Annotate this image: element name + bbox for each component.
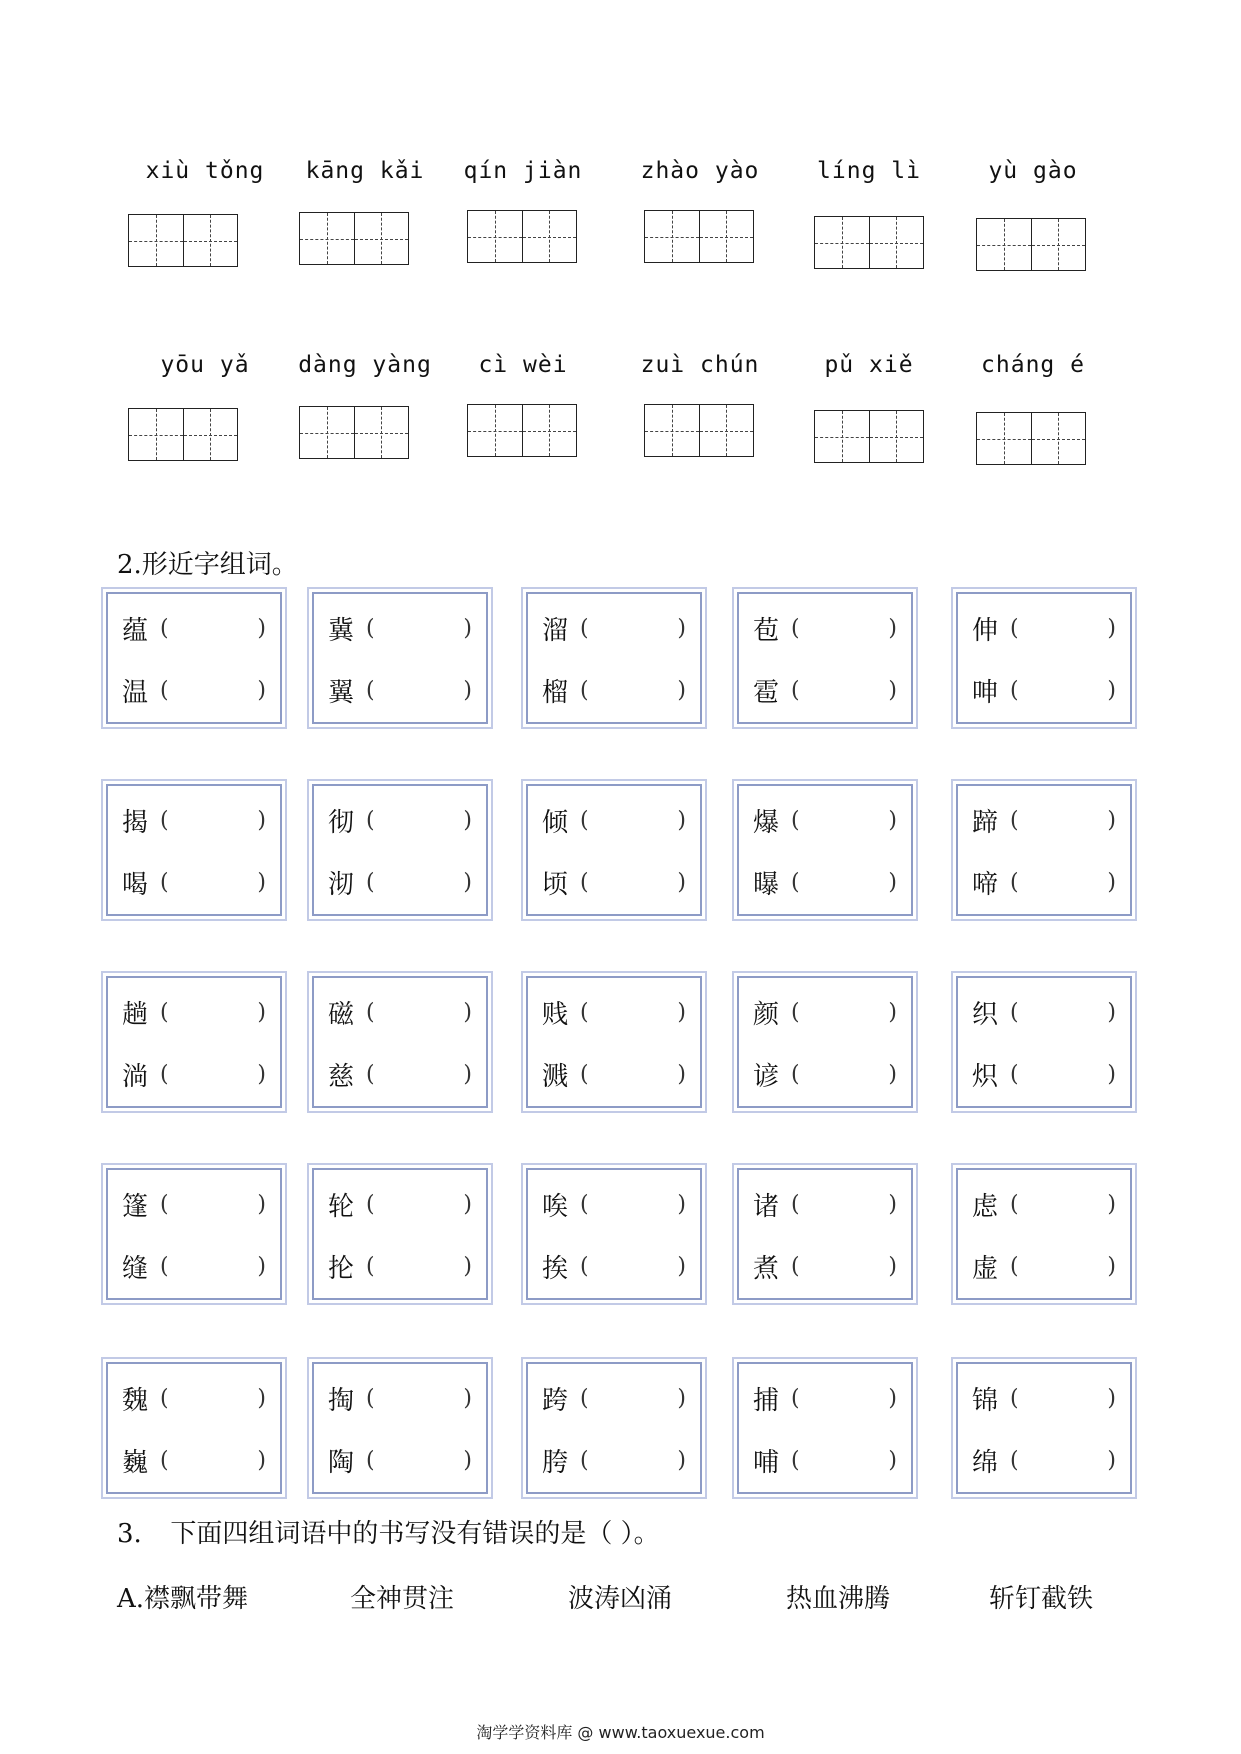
tianzige-answer-grid[interactable] <box>299 406 409 459</box>
tianzige-answer-grid[interactable] <box>976 218 1086 271</box>
similar-character: 巍 <box>122 1447 149 1478</box>
word-group-row[interactable] <box>328 1440 472 1480</box>
word-group-row[interactable] <box>753 1054 897 1094</box>
tianzige-answer-grid[interactable] <box>814 216 924 269</box>
similar-character: 颜 <box>753 999 780 1030</box>
open-paren: ( <box>160 869 169 895</box>
close-paren: ) <box>1107 1061 1116 1087</box>
close-paren: ) <box>677 869 686 895</box>
tianzige-answer-grid[interactable] <box>814 410 924 463</box>
close-paren: ) <box>257 999 266 1025</box>
tianzige-cell[interactable] <box>977 413 1031 464</box>
similar-character: 轮 <box>328 1191 355 1222</box>
similar-character: 煮 <box>753 1253 780 1284</box>
word-group-box <box>526 976 702 1108</box>
word-group-box <box>956 1362 1132 1494</box>
word-group-box <box>956 976 1132 1108</box>
close-paren: ) <box>257 615 266 641</box>
close-paren: ) <box>1107 677 1116 703</box>
word-group-box <box>526 1362 702 1494</box>
word-group-row[interactable] <box>328 1184 472 1224</box>
open-paren: ( <box>1010 1385 1019 1411</box>
open-paren: ( <box>366 1447 375 1473</box>
tianzige-cell[interactable] <box>815 411 869 462</box>
close-paren: ) <box>257 807 266 833</box>
option-word: 波涛凶涌 <box>568 1584 673 1614</box>
word-group-box <box>526 1168 702 1300</box>
word-group-box <box>106 592 282 724</box>
similar-character: 淌 <box>122 1061 149 1092</box>
word-group-row[interactable] <box>542 1184 686 1224</box>
similar-character: 沏 <box>328 869 355 900</box>
word-group-row[interactable] <box>972 992 1116 1032</box>
word-group-box <box>312 976 488 1108</box>
word-group-row[interactable] <box>753 992 897 1032</box>
tianzige-answer-grid[interactable] <box>644 210 754 263</box>
open-paren: ( <box>1010 807 1019 833</box>
word-group-box <box>956 784 1132 916</box>
close-paren: ) <box>463 1253 472 1279</box>
close-paren: ) <box>463 677 472 703</box>
similar-character: 倾 <box>542 807 569 838</box>
word-group-box <box>312 592 488 724</box>
tianzige-answer-grid[interactable] <box>976 412 1086 465</box>
word-group-row[interactable] <box>328 608 472 648</box>
similar-character: 挨 <box>542 1253 569 1284</box>
similar-character: 蕴 <box>122 615 149 646</box>
open-paren: ( <box>160 677 169 703</box>
similar-character: 虚 <box>972 1253 999 1284</box>
word-group-row[interactable] <box>122 1246 266 1286</box>
word-group-row[interactable] <box>972 1246 1116 1286</box>
word-group-row[interactable] <box>122 1378 266 1418</box>
open-paren: ( <box>580 1191 589 1217</box>
close-paren: ) <box>677 807 686 833</box>
close-paren: ) <box>463 999 472 1025</box>
word-group-row[interactable] <box>122 992 266 1032</box>
close-paren: ) <box>463 1191 472 1217</box>
open-paren: ( <box>791 1061 800 1087</box>
tianzige-cell[interactable] <box>869 411 924 462</box>
open-paren: ( <box>160 1253 169 1279</box>
pinyin-label: cháng é <box>981 352 1085 378</box>
close-paren: ) <box>257 1447 266 1473</box>
close-paren: ) <box>463 869 472 895</box>
tianzige-answer-grid[interactable] <box>467 404 577 457</box>
similar-character: 呻 <box>972 677 999 708</box>
word-group-box <box>737 784 913 916</box>
open-paren: ( <box>580 1385 589 1411</box>
tianzige-cell[interactable] <box>645 211 699 262</box>
similar-character: 啼 <box>972 869 999 900</box>
pinyin-label: kāng kǎi <box>305 158 425 184</box>
word-group-row[interactable] <box>542 1054 686 1094</box>
word-group-row[interactable] <box>972 670 1116 710</box>
similar-character: 喝 <box>122 869 149 900</box>
close-paren: ) <box>888 1253 897 1279</box>
word-group-row[interactable] <box>328 1378 472 1418</box>
word-group-row[interactable] <box>122 1184 266 1224</box>
close-paren: ) <box>888 869 897 895</box>
open-paren: ( <box>1010 999 1019 1025</box>
pinyin-label: dàng yàng <box>298 352 432 378</box>
similar-character: 顷 <box>542 869 569 900</box>
word-group-box <box>312 1362 488 1494</box>
open-paren: ( <box>791 1191 800 1217</box>
open-paren: ( <box>1010 1253 1019 1279</box>
pinyin-label: yù gào <box>988 158 1078 184</box>
word-group-row[interactable] <box>753 1184 897 1224</box>
close-paren: ) <box>257 869 266 895</box>
open-paren: ( <box>366 1191 375 1217</box>
word-group-row[interactable] <box>753 862 897 902</box>
close-paren: ) <box>1107 1385 1116 1411</box>
word-group-row[interactable] <box>753 1440 897 1480</box>
word-group-row[interactable] <box>972 1378 1116 1418</box>
option-word: 斩钉截铁 <box>989 1584 1094 1614</box>
similar-character: 炽 <box>972 1061 999 1092</box>
question-text: 下面四组词语中的书写没有错误的是（ ）。 <box>170 1519 660 1549</box>
similar-character: 魏 <box>122 1385 149 1416</box>
similar-character: 绵 <box>972 1447 999 1478</box>
similar-character: 苞 <box>753 615 780 646</box>
tianzige-cell[interactable] <box>129 409 183 460</box>
word-group-row[interactable] <box>328 992 472 1032</box>
close-paren: ) <box>677 999 686 1025</box>
word-group-row[interactable] <box>328 1054 472 1094</box>
similar-character: 谚 <box>753 1061 780 1092</box>
similar-character: 抡 <box>328 1253 355 1284</box>
word-group-row[interactable] <box>542 800 686 840</box>
similar-character: 胯 <box>542 1447 569 1478</box>
section-3-question <box>117 1513 660 1550</box>
close-paren: ) <box>1107 1191 1116 1217</box>
word-group-row[interactable] <box>122 670 266 710</box>
open-paren: ( <box>791 677 800 703</box>
open-paren: ( <box>791 615 800 641</box>
similar-character: 贱 <box>542 999 569 1030</box>
word-group-row[interactable] <box>328 670 472 710</box>
word-group-box <box>526 784 702 916</box>
tianzige-cell[interactable] <box>129 215 183 266</box>
open-paren: ( <box>580 999 589 1025</box>
tianzige-cell[interactable] <box>1031 413 1086 464</box>
option-a[interactable] <box>117 1578 248 1615</box>
open-paren: ( <box>791 807 800 833</box>
close-paren: ) <box>463 1447 472 1473</box>
open-paren: ( <box>580 677 589 703</box>
word-group-row[interactable] <box>753 800 897 840</box>
close-paren: ) <box>888 1191 897 1217</box>
similar-character: 磁 <box>328 999 355 1030</box>
word-group-box <box>312 784 488 916</box>
word-group-box <box>106 1362 282 1494</box>
word-group-row[interactable] <box>972 1440 1116 1480</box>
word-group-row[interactable] <box>122 1440 266 1480</box>
open-paren: ( <box>580 1253 589 1279</box>
question-number: 3. <box>117 1519 142 1549</box>
close-paren: ) <box>677 1385 686 1411</box>
tianzige-answer-grid[interactable] <box>128 214 238 267</box>
word-group-box <box>737 592 913 724</box>
tianzige-cell[interactable] <box>815 217 869 268</box>
open-paren: ( <box>580 807 589 833</box>
open-paren: ( <box>1010 1447 1019 1473</box>
word-group-row[interactable] <box>753 1246 897 1286</box>
similar-character: 诸 <box>753 1191 780 1222</box>
pinyin-label: yōu yǎ <box>160 352 250 378</box>
similar-character: 哺 <box>753 1447 780 1478</box>
similar-character: 爆 <box>753 807 780 838</box>
word-group-row[interactable] <box>328 800 472 840</box>
tianzige-cell[interactable] <box>354 213 409 264</box>
close-paren: ) <box>677 677 686 703</box>
open-paren: ( <box>366 1253 375 1279</box>
word-group-row[interactable] <box>972 800 1116 840</box>
tianzige-cell[interactable] <box>522 211 577 262</box>
open-paren: ( <box>366 1385 375 1411</box>
close-paren: ) <box>888 807 897 833</box>
tianzige-answer-grid[interactable] <box>299 212 409 265</box>
open-paren: ( <box>580 615 589 641</box>
close-paren: ) <box>1107 999 1116 1025</box>
tianzige-cell[interactable] <box>183 409 238 460</box>
word-group-row[interactable] <box>542 992 686 1032</box>
close-paren: ) <box>677 1061 686 1087</box>
pinyin-label: zuì chún <box>640 352 760 378</box>
similar-character: 冀 <box>328 615 355 646</box>
close-paren: ) <box>1107 869 1116 895</box>
open-paren: ( <box>1010 677 1019 703</box>
similar-character: 雹 <box>753 677 780 708</box>
tianzige-cell[interactable] <box>468 405 522 456</box>
open-paren: ( <box>160 807 169 833</box>
similar-character: 溜 <box>542 615 569 646</box>
open-paren: ( <box>366 807 375 833</box>
open-paren: ( <box>1010 615 1019 641</box>
tianzige-answer-grid[interactable] <box>644 404 754 457</box>
close-paren: ) <box>888 1385 897 1411</box>
tianzige-cell[interactable] <box>522 405 577 456</box>
close-paren: ) <box>463 1385 472 1411</box>
pinyin-label: qín jiàn <box>463 158 583 184</box>
word-group-row[interactable] <box>122 800 266 840</box>
open-paren: ( <box>366 999 375 1025</box>
word-group-row[interactable] <box>972 1054 1116 1094</box>
similar-character: 缝 <box>122 1253 149 1284</box>
close-paren: ) <box>1107 1253 1116 1279</box>
open-paren: ( <box>1010 869 1019 895</box>
open-paren: ( <box>791 1385 800 1411</box>
close-paren: ) <box>257 1253 266 1279</box>
word-group-row[interactable] <box>328 1246 472 1286</box>
word-group-box <box>106 1168 282 1300</box>
word-group-row[interactable] <box>542 670 686 710</box>
tianzige-cell[interactable] <box>977 219 1031 270</box>
word-group-row[interactable] <box>122 1054 266 1094</box>
tianzige-cell[interactable] <box>183 215 238 266</box>
similar-character: 翼 <box>328 677 355 708</box>
tianzige-cell[interactable] <box>645 405 699 456</box>
word-group-row[interactable] <box>542 1440 686 1480</box>
section-2-title: 2.形近字组词。 <box>117 550 298 580</box>
open-paren: ( <box>1010 1191 1019 1217</box>
similar-character: 曝 <box>753 869 780 900</box>
close-paren: ) <box>888 677 897 703</box>
open-paren: ( <box>791 1253 800 1279</box>
tianzige-cell[interactable] <box>869 217 924 268</box>
close-paren: ) <box>677 1191 686 1217</box>
similar-character: 跨 <box>542 1385 569 1416</box>
tianzige-cell[interactable] <box>468 211 522 262</box>
word-group-box <box>737 1362 913 1494</box>
close-paren: ) <box>677 615 686 641</box>
open-paren: ( <box>580 1447 589 1473</box>
word-group-box <box>106 784 282 916</box>
word-group-box <box>956 592 1132 724</box>
close-paren: ) <box>888 999 897 1025</box>
open-paren: ( <box>160 999 169 1025</box>
word-group-row[interactable] <box>972 608 1116 648</box>
close-paren: ) <box>1107 1447 1116 1473</box>
tianzige-cell[interactable] <box>1031 219 1086 270</box>
word-group-box <box>106 976 282 1108</box>
word-group-row[interactable] <box>972 862 1116 902</box>
close-paren: ) <box>1107 807 1116 833</box>
open-paren: ( <box>791 869 800 895</box>
tianzige-cell[interactable] <box>699 211 754 262</box>
tianzige-cell[interactable] <box>300 213 354 264</box>
close-paren: ) <box>257 677 266 703</box>
pinyin-label: cì wèi <box>478 352 568 378</box>
similar-character: 唉 <box>542 1191 569 1222</box>
close-paren: ) <box>257 1061 266 1087</box>
word-group-box <box>956 1168 1132 1300</box>
open-paren: ( <box>580 1061 589 1087</box>
similar-character: 虑 <box>972 1191 999 1222</box>
open-paren: ( <box>160 1191 169 1217</box>
open-paren: ( <box>160 1061 169 1087</box>
word-group-row[interactable] <box>753 608 897 648</box>
tianzige-answer-grid[interactable] <box>467 210 577 263</box>
open-paren: ( <box>366 615 375 641</box>
option-word: 热血沸腾 <box>786 1584 891 1614</box>
open-paren: ( <box>1010 1061 1019 1087</box>
open-paren: ( <box>580 869 589 895</box>
word-group-row[interactable] <box>542 1246 686 1286</box>
word-group-row[interactable] <box>542 862 686 902</box>
pinyin-label: zhào yào <box>640 158 760 184</box>
similar-character: 溅 <box>542 1061 569 1092</box>
footer-watermark: 淘学学资料库 @ www.taoxuexue.com <box>476 1723 765 1742</box>
pinyin-label: líng lì <box>817 158 921 184</box>
similar-character: 伸 <box>972 615 999 646</box>
open-paren: ( <box>160 1447 169 1473</box>
similar-character: 蹄 <box>972 807 999 838</box>
close-paren: ) <box>888 1061 897 1087</box>
close-paren: ) <box>463 615 472 641</box>
close-paren: ) <box>677 1253 686 1279</box>
option-label: A. <box>117 1584 145 1614</box>
similar-character: 掏 <box>328 1385 355 1416</box>
close-paren: ) <box>677 1447 686 1473</box>
option-word: 襟飘带舞 <box>144 1584 249 1614</box>
word-group-row[interactable] <box>122 862 266 902</box>
tianzige-cell[interactable] <box>300 407 354 458</box>
close-paren: ) <box>463 1061 472 1087</box>
word-group-row[interactable] <box>122 608 266 648</box>
word-group-box <box>737 976 913 1108</box>
similar-character: 陶 <box>328 1447 355 1478</box>
word-group-row[interactable] <box>972 1184 1116 1224</box>
word-group-row[interactable] <box>753 1378 897 1418</box>
option-word: 全神贯注 <box>350 1584 455 1614</box>
similar-character: 揭 <box>122 807 149 838</box>
open-paren: ( <box>366 869 375 895</box>
open-paren: ( <box>160 1385 169 1411</box>
open-paren: ( <box>366 1061 375 1087</box>
similar-character: 彻 <box>328 807 355 838</box>
similar-character: 慈 <box>328 1061 355 1092</box>
word-group-row[interactable] <box>328 862 472 902</box>
close-paren: ) <box>257 1191 266 1217</box>
open-paren: ( <box>160 615 169 641</box>
word-group-box <box>526 592 702 724</box>
close-paren: ) <box>888 1447 897 1473</box>
word-group-box <box>312 1168 488 1300</box>
word-group-row[interactable] <box>753 670 897 710</box>
tianzige-cell[interactable] <box>699 405 754 456</box>
similar-character: 捕 <box>753 1385 780 1416</box>
close-paren: ) <box>888 615 897 641</box>
open-paren: ( <box>366 677 375 703</box>
open-paren: ( <box>791 999 800 1025</box>
similar-character: 温 <box>122 677 149 708</box>
similar-character: 趟 <box>122 999 149 1030</box>
tianzige-answer-grid[interactable] <box>128 408 238 461</box>
similar-character: 榴 <box>542 677 569 708</box>
similar-character: 篷 <box>122 1191 149 1222</box>
open-paren: ( <box>791 1447 800 1473</box>
tianzige-cell[interactable] <box>354 407 409 458</box>
close-paren: ) <box>257 1385 266 1411</box>
word-group-box <box>737 1168 913 1300</box>
pinyin-label: xiù tǒng <box>145 158 265 184</box>
close-paren: ) <box>1107 615 1116 641</box>
close-paren: ) <box>463 807 472 833</box>
similar-character: 织 <box>972 999 999 1030</box>
word-group-row[interactable] <box>542 1378 686 1418</box>
similar-character: 锦 <box>972 1385 999 1416</box>
word-group-row[interactable] <box>542 608 686 648</box>
pinyin-label: pǔ xiě <box>824 352 914 378</box>
